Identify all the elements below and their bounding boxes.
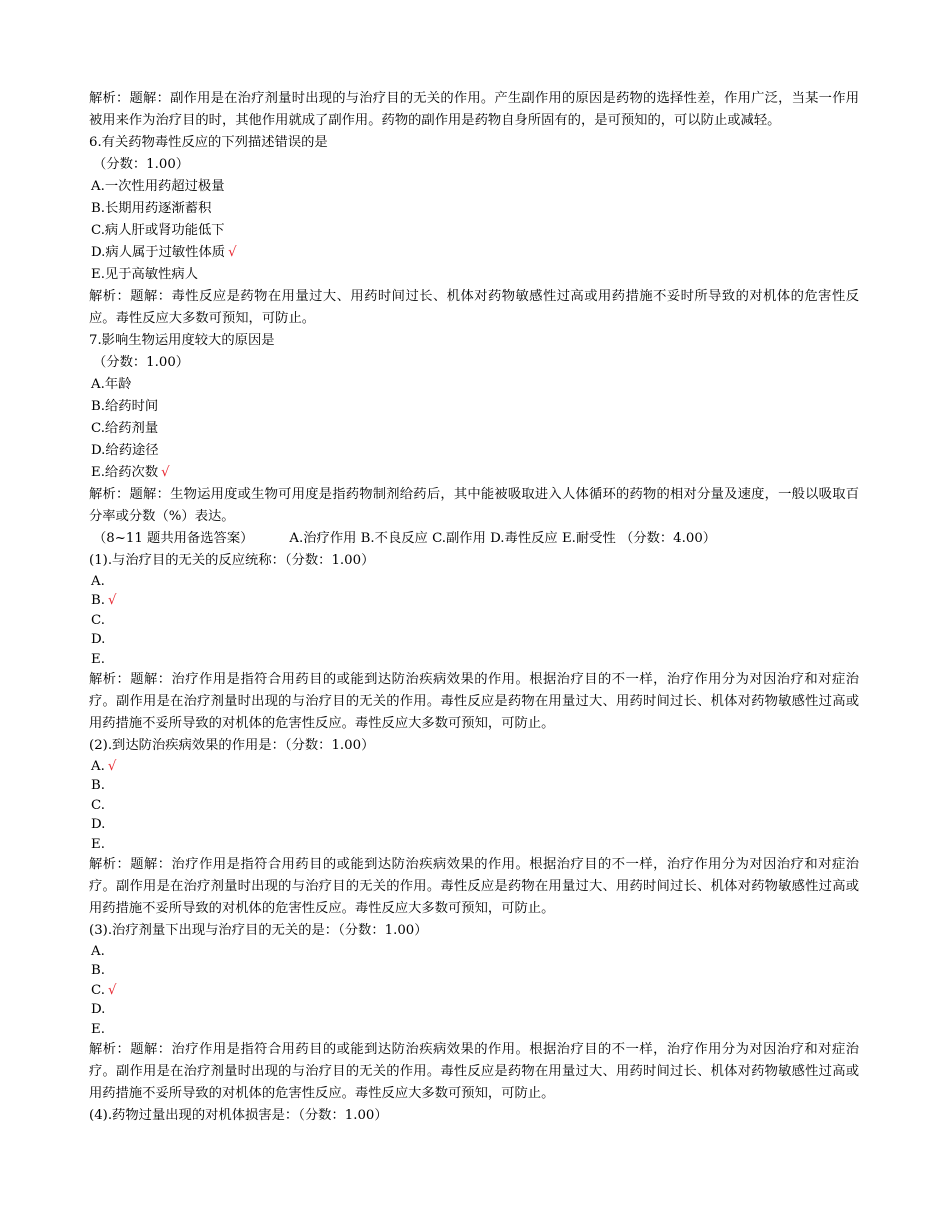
option-label: B. <box>91 593 105 609</box>
option-e <box>89 462 859 484</box>
subquestion-title: (3).治疗剂量下出现与治疗目的无关的是：（分数：1.00） <box>89 923 428 939</box>
option-label: A.一次性用药超过极量 <box>91 179 225 194</box>
group-header-label: （8~11 题共用备选答案） <box>93 531 254 546</box>
check-mark: √ <box>108 593 117 609</box>
option-d <box>89 815 859 834</box>
check-mark: √ <box>161 465 170 480</box>
analysis-text: 解析：题解：毒性反应是药物在用量过大、用药时间过长、机体对药物敏感性过高或用药措施不妥时所导致的对机体的危害性反应。毒性反应大多数可预知，可防止。 <box>89 289 859 326</box>
option-label: E. <box>91 836 105 852</box>
option-label: E. <box>91 651 105 667</box>
analysis-text: 解析：题解：治疗作用是指符合用药目的或能到达防治疾病效果的作用。根据治疗目的不一样，治疗作用分为对因治疗和对症治疗。副作用是在治疗剂量时出现的与治疗目的无关的作用。毒性反应是药物在用量过大、用药时间过长、机体对药物敏感性过高或用药措施不妥所导致的对机体的危害性反应。毒性反应大多数可预知，可防止。 <box>89 1042 859 1102</box>
option-label: B. <box>91 778 105 794</box>
option-label: D. <box>91 817 106 833</box>
group-header-choices: A.治疗作用 B.不良反应 C.副作用 D.毒性反应 E.耐受性 （分数：4.00） <box>289 531 717 546</box>
option-label: B.长期用药逐渐蓄积 <box>91 201 212 216</box>
option-c <box>89 220 859 242</box>
option-a <box>89 176 859 198</box>
option-label: E. <box>91 1021 105 1037</box>
option-a <box>89 572 859 591</box>
group-header <box>89 528 859 550</box>
option-e <box>89 1020 859 1039</box>
option-label: E.给药次数 <box>91 465 159 480</box>
option-label: A.年龄 <box>91 377 132 392</box>
option-c <box>89 611 859 630</box>
option-e <box>89 264 859 286</box>
analysis-text: 解析：题解：治疗作用是指符合用药目的或能到达防治疾病效果的作用。根据治疗目的不一样，治疗作用分为对因治疗和对症治疗。副作用是在治疗剂量时出现的与治疗目的无关的作用。毒性反应是药物在用量过大、用药时间过长、机体对药物敏感性过高或用药措施不妥所导致的对机体的危害性反应。毒性反应大多数可预知，可防止。 <box>89 672 859 732</box>
analysis-text: 解析：题解：生物运用度或生物可用度是指药物制剂给药后，其中能被吸取进入人体循环的药物的相对分量及速度，一般以吸取百分率或分数（%）表达。 <box>89 487 859 524</box>
option-d <box>89 440 859 462</box>
option-label: D.病人属于过敏性体质 <box>91 245 226 260</box>
subquestion-title: (4).药物过量出现的对机体损害是：（分数：1.00） <box>89 1108 388 1124</box>
analysis-text: 解析：题解：治疗作用是指符合用药目的或能到达防治疾病效果的作用。根据治疗目的不一样，治疗作用分为对因治疗和对症治疗。副作用是在治疗剂量时出现的与治疗目的无关的作用。毒性反应是药物在用量过大、用药时间过长、机体对药物敏感性过高或用药措施不妥所导致的对机体的危害性反应。毒性反应大多数可预知，可防止。 <box>89 857 859 917</box>
option-c <box>89 418 859 440</box>
analysis-text: 解析：题解：副作用是在治疗剂量时出现的与治疗目的无关的作用。产生副作用的原因是药物的选择性差，作用广泛，当某一作用被用来作为治疗目的时，其他作用就成了副作用。药物的副作用是药物自身所固有的，是可预知的，可以防止或减轻。 <box>89 91 859 128</box>
option-d <box>89 242 859 264</box>
option-label: C. <box>91 797 105 813</box>
option-b <box>89 591 859 610</box>
option-label: C. <box>91 982 105 998</box>
question-title: 7.影响生物运用度较大的原因是 <box>89 333 275 348</box>
option-d <box>89 630 859 649</box>
option-label: A. <box>91 759 105 775</box>
option-a <box>89 374 859 396</box>
question-score: （分数：1.00） <box>93 157 190 172</box>
option-label: C.给药剂量 <box>91 421 159 436</box>
option-b <box>89 198 859 220</box>
option-e <box>89 650 859 669</box>
question-title: 6.有关药物毒性反应的下列描述错误的是 <box>89 135 328 150</box>
document-page <box>89 88 859 1127</box>
option-label: C. <box>91 612 105 628</box>
option-label: A. <box>91 944 105 960</box>
subquestion-title: (2).到达防治疾病效果的作用是：（分数：1.00） <box>89 738 375 754</box>
option-c <box>89 981 859 1000</box>
option-label: D. <box>91 632 106 648</box>
option-c <box>89 796 859 815</box>
question-score: （分数：1.00） <box>93 355 190 370</box>
check-mark: √ <box>228 245 237 260</box>
subquestion-title: (1).与治疗目的无关的反应统称：（分数：1.00） <box>89 553 375 568</box>
check-mark: √ <box>107 982 117 998</box>
option-label: A. <box>91 574 105 589</box>
option-b <box>89 961 859 980</box>
option-label: B.给药时间 <box>91 399 159 414</box>
option-e <box>89 835 859 854</box>
option-b <box>89 396 859 418</box>
option-label: B. <box>91 963 105 979</box>
check-mark: √ <box>107 759 117 775</box>
option-b <box>89 776 859 795</box>
option-label: C.病人肝或肾功能低下 <box>91 223 225 238</box>
option-a <box>89 757 859 776</box>
option-label: E.见于高敏性病人 <box>91 267 199 282</box>
option-d <box>89 1000 859 1019</box>
option-a <box>89 942 859 961</box>
option-label: D.给药途径 <box>91 443 159 458</box>
option-label: D. <box>91 1002 106 1018</box>
